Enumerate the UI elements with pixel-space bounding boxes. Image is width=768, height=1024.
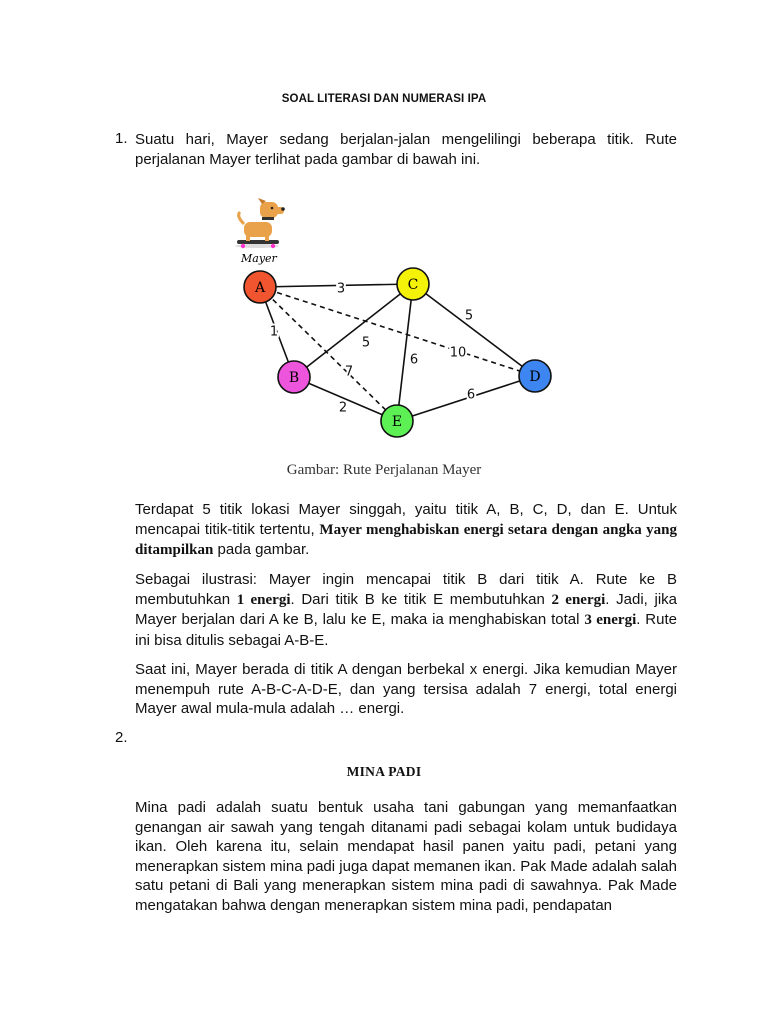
route-graph-figure — [0, 0, 768, 460]
node-label-D: D — [529, 369, 541, 385]
paragraph-2-text-c: . Jadi, jika Mayer berjalan dari A ke B, lalu ke E, maka ia menghabiskan total — [135, 590, 678, 628]
paragraph-2-bold-3: 3 energi — [584, 612, 637, 628]
node-label-E: E — [391, 414, 403, 430]
node-label-B: B — [288, 370, 300, 386]
question-1-paragraph-2 — [135, 570, 677, 650]
question-2-title: MINA PADI — [346, 764, 422, 779]
paragraph-2-bold-2: 2 energi — [551, 591, 606, 608]
node-label-A: A — [254, 280, 266, 296]
question-1-number: 1. — [115, 130, 128, 147]
paragraph-1-text-a: Terdapat 5 titik lokasi Mayer singgah, yaitu titik A, B, C, D, dan E. Untuk mencapai titik-titik tertentu, — [135, 501, 677, 538]
edge-weight-A-C: 3 — [336, 281, 346, 297]
edge-C-D — [413, 284, 535, 376]
node-label-C: C — [407, 277, 419, 293]
mayer-label: Mayer — [241, 252, 277, 265]
edge-B-C — [294, 281, 413, 377]
paragraph-1-text-b: pada gambar. — [213, 541, 310, 558]
edge-weight-E-D: 6 — [466, 387, 476, 403]
question-2-paragraph-1: Mina padi adalah suatu bentuk usaha tani gabungan yang memanfaatkan genangan air sawah yang tengah ditanami padi sebagai kolam untuk budidaya ikan. Oleh karena itu, selain mendapat hasil panen yaitu padi, petani yang menerapkan sistem mina padi juga dapat memanen ikan. Pak Made adalah salah satu petani di Bali yang menerapkan sistem mina padi di sawahnya. Pak Made mengatakan bahwa dengan menerapkan sistem mina padi, pendapatan — [135, 799, 677, 914]
question-1-paragraph-1 — [135, 500, 677, 561]
figure-caption: Gambar: Rute Perjalanan Mayer — [286, 462, 482, 478]
page-heading: SOAL LITERASI DAN NUMERASI IPA — [281, 93, 487, 105]
paragraph-1-bold: Mayer menghabiskan energi setara dengan angka yang ditampilkan — [135, 521, 677, 558]
edge-weight-B-E: 2 — [338, 400, 348, 416]
edge-weight-A-B: 1 — [269, 324, 279, 340]
question-2-number: 2. — [115, 729, 128, 746]
paragraph-2-text-a: Sebagai ilustrasi: Mayer ingin mencapai titik B dari titik A. Rute ke B membutuhkan — [135, 571, 677, 608]
edge-weight-B-C: 5 — [361, 335, 371, 351]
paragraph-2-bold-1: 1 energi — [236, 591, 291, 608]
paragraph-2-text-d: . Rute ini bisa ditulis sebagai A-B-E. — [135, 611, 677, 649]
edge-A-E — [260, 287, 397, 421]
question-1-paragraph-3: Saat ini, Mayer berada di titik A dengan berbekal x energi. Jika kemudian Mayer menempuh rute A-B-C-A-D-E, dan yang tersisa adalah 7 energi, total energi Mayer awal mula-mula adalah … energi. — [135, 661, 677, 717]
edge-weight-A-D: 10 — [449, 345, 467, 361]
edge-weight-A-E: 7 — [344, 364, 354, 380]
edge-weight-C-D: 5 — [464, 308, 474, 324]
edge-weight-C-E: 6 — [409, 352, 419, 368]
mayer-dog-icon — [235, 198, 285, 248]
question-1-intro: Suatu hari, Mayer sedang berjalan-jalan mengelilingi beberapa titik. Rute perjalanan Mayer terlihat pada gambar di bawah ini. — [135, 131, 677, 168]
paragraph-2-text-b: . Dari titik B ke titik E membutuhkan — [290, 590, 552, 608]
